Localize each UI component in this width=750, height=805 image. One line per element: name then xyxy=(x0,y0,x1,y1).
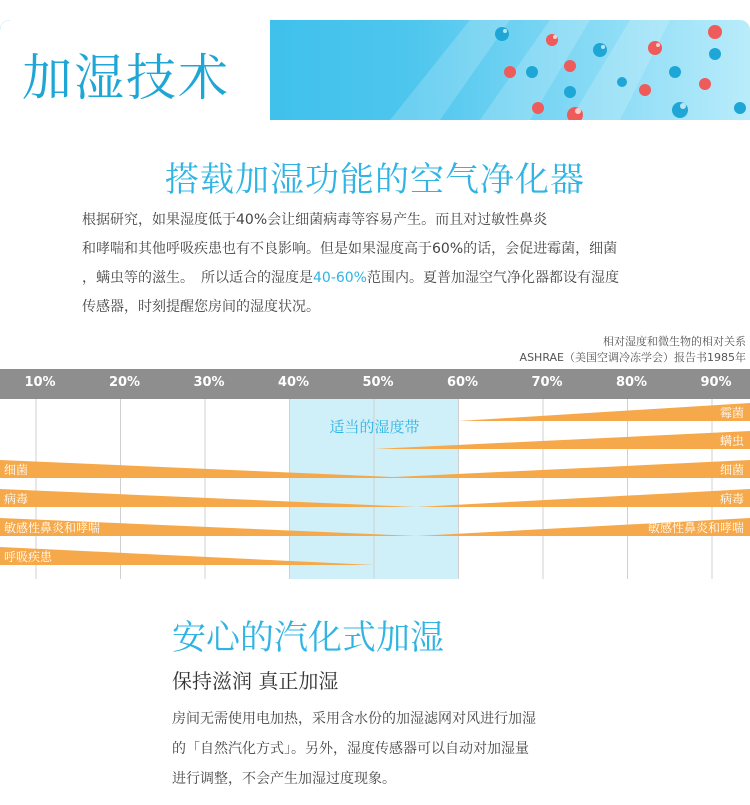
tick-label: 60% xyxy=(446,375,479,390)
bar-label: 病毒 xyxy=(4,492,29,506)
paragraph-line-3 xyxy=(82,264,682,293)
bar-label: 病毒 xyxy=(719,492,744,506)
section-title-purifier: 搭载加湿功能的空气净化器 xyxy=(165,160,585,200)
bar-label: 敏感性鼻炎和哮喘 xyxy=(4,521,101,535)
evaporative-line-1: 房间无需使用电加热，采用含水份的加湿滤网对风进行加湿 xyxy=(172,711,536,727)
banner-title-box xyxy=(0,20,270,120)
evaporative-paragraph xyxy=(172,704,592,794)
water-molecule-decoration xyxy=(270,20,750,120)
tick-label: 90% xyxy=(700,375,732,390)
bar-label: 霉菌 xyxy=(719,406,744,420)
paragraph-line-4: 传感器，时刻提醒您房间的湿度状况。 xyxy=(82,299,320,315)
comfort-zone-label: 适当的湿度带 xyxy=(329,418,420,436)
tick-label: 50% xyxy=(362,375,394,390)
paragraph-line-3-start: ，螨虫等的滋生。 所以适合的湿度是 xyxy=(82,270,313,286)
evaporative-line-3: 进行调整，不会产生加湿过度现象。 xyxy=(172,771,396,787)
paragraph-line-1: 根据研究，如果湿度低于40%会让细菌病毒等容易产生。而且对过敏性鼻炎 xyxy=(82,212,548,228)
bar-label: 螨虫 xyxy=(719,434,744,448)
paragraph-line-3-end: 范围内。夏普加湿空气净化器都设有湿度 xyxy=(366,270,619,286)
header-banner xyxy=(0,20,750,120)
tick-label: 80% xyxy=(615,375,648,390)
paragraph-line-2: 和哮喘和其他呼吸疾患也有不良影响。但是如果湿度高于60%的话，会促进霉菌，细菌 xyxy=(82,241,618,257)
section-subtitle: 保持滋润 真正加湿 xyxy=(172,669,339,693)
tick-label: 70% xyxy=(531,375,563,390)
humidity-bar xyxy=(459,403,750,421)
tick-label: 30% xyxy=(193,375,225,390)
tick-label: 10% xyxy=(24,375,56,390)
humidity-highlight: 40-60% xyxy=(313,270,367,286)
bar-label: 呼吸疾患 xyxy=(4,550,53,564)
humidity-bar xyxy=(416,489,750,507)
tick-label: 40% xyxy=(277,375,310,390)
bar-label: 敏感性鼻炎和哮喘 xyxy=(647,521,744,535)
chart-caption-title: 相对湿度和微生物的相对关系 xyxy=(603,335,746,348)
bar-label: 细菌 xyxy=(719,463,744,477)
tick-label: 20% xyxy=(108,375,141,390)
banner-title: 加湿技术 xyxy=(22,49,230,107)
bar-label: 细菌 xyxy=(4,463,29,477)
chart-caption-source: ASHRAE（美国空调冷冻学会）报告书1985年 xyxy=(519,351,746,364)
section-title-evaporative: 安心的汽化式加湿 xyxy=(172,618,444,658)
evaporative-line-2: 的「自然汽化方式」。另外，湿度传感器可以自动对加湿量 xyxy=(172,741,529,757)
